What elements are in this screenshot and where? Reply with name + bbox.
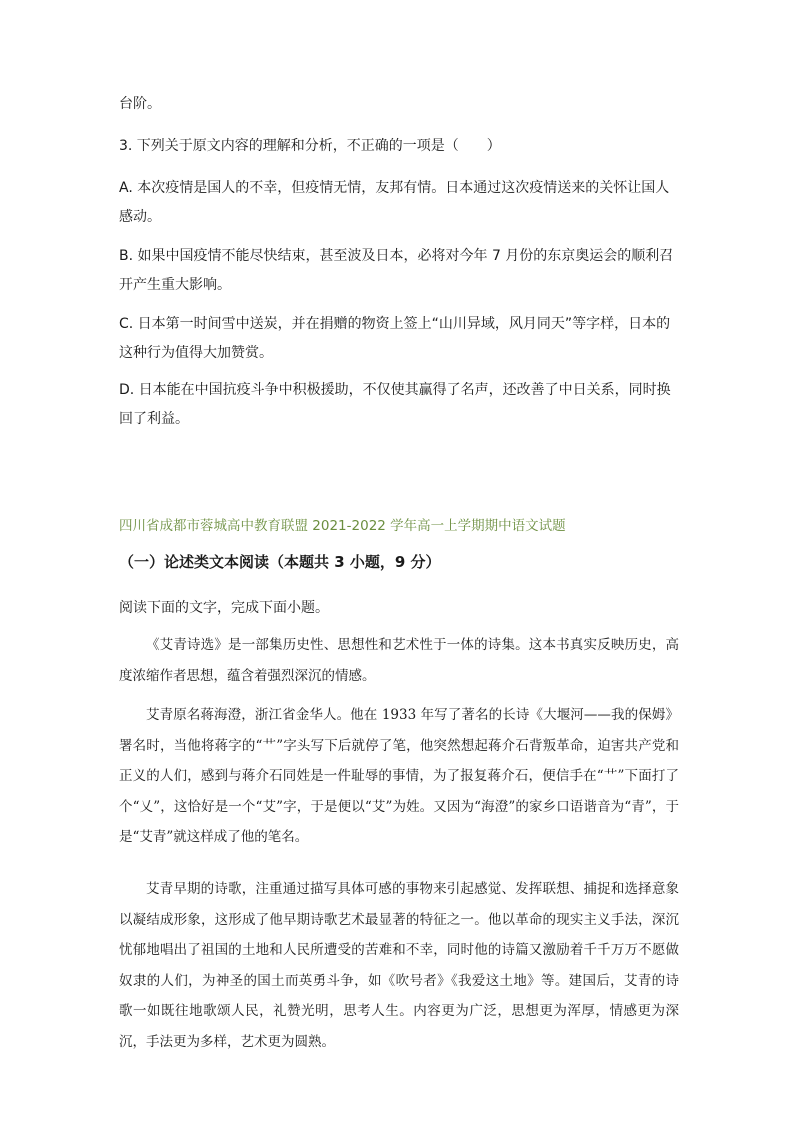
passage-paragraph-2: 艾青原名蒋海澄，浙江省金华人。他在 1933 年写了著名的长诗《大堰河——我的保姆》署名时，当他将蒋字的“艹”字头写下后就停了笔，他突然想起蒋介石背叛革命，迫害共产党和正义的人们，感到与蒋介石同姓是一件耻辱的事情，为了报复蒋介石，便信手在“艹”下面打了个“乂”，这恰好是一个“艾”字，于是便以“艾”为姓。又因为“海澄”的家乡口语谐音为“青”，于是“艾青”就这样成了他的笔名。 — [119, 707, 679, 845]
option-d: D. 日本能在中国抗疫斗争中积极援助，不仅使其赢得了名声，还改善了中日关系，同时换回了利益。 — [119, 382, 671, 427]
option-c: C. 日本第一时间雪中送炭，并在捐赠的物资上签上“山川异域，风月同天”等字样，日本的这种行为值得大加赞赏。 — [119, 316, 671, 361]
continued-text: 台阶。 — [119, 96, 161, 112]
passage-paragraph-1: 《艾青诗选》是一部集历史性、思想性和艺术性于一体的诗集。这本书真实反映历史，高度浓缩作者思想，蕴含着强烈深沉的情感。 — [119, 637, 679, 684]
option-b: B. 如果中国疫情不能尽快结束，甚至波及日本，必将对今年 7 月份的东京奥运会的顺利召开产生重大影响。 — [119, 248, 674, 293]
instruction: 阅读下面的文字，完成下面小题。 — [119, 600, 329, 616]
section-heading: （一）论述类文本阅读（本题共 3 小题，9 分） — [119, 553, 441, 571]
passage-paragraph-3: 艾青早期的诗歌，注重通过描写具体可感的事物来引起感觉、发挥联想、捕捉和选择意象以凝结成形象，这形成了他早期诗歌艺术最显著的特征之一。他以革命的现实主义手法，深沉忧郁地唱出了祖国的土地和人民所遭受的苦难和不幸，同时他的诗篇又激励着千千万万不愿做奴隶的人们，为神圣的国土而英勇斗争，如《吹号者》《我爱这土地》等。建国后，艾青的诗歌一如既往地歌颂人民，礼赞光明，思考人生。内容更为广泛，思想更为浑厚，情感更为深沉，手法更为多样，艺术更为圆熟。 — [119, 881, 679, 1050]
question-3: 3. 下列关于原文内容的理解和分析，不正确的一项是（ ） — [119, 138, 501, 154]
source-line: 四川省成都市蓉城高中教育联盟 2021-2022 学年高一上学期期中语文试题 — [119, 518, 566, 534]
option-a: A. 本次疫情是国人的不幸，但疫情无情，友邦有情。日本通过这次疫情送来的关怀让国人感动。 — [119, 180, 670, 225]
